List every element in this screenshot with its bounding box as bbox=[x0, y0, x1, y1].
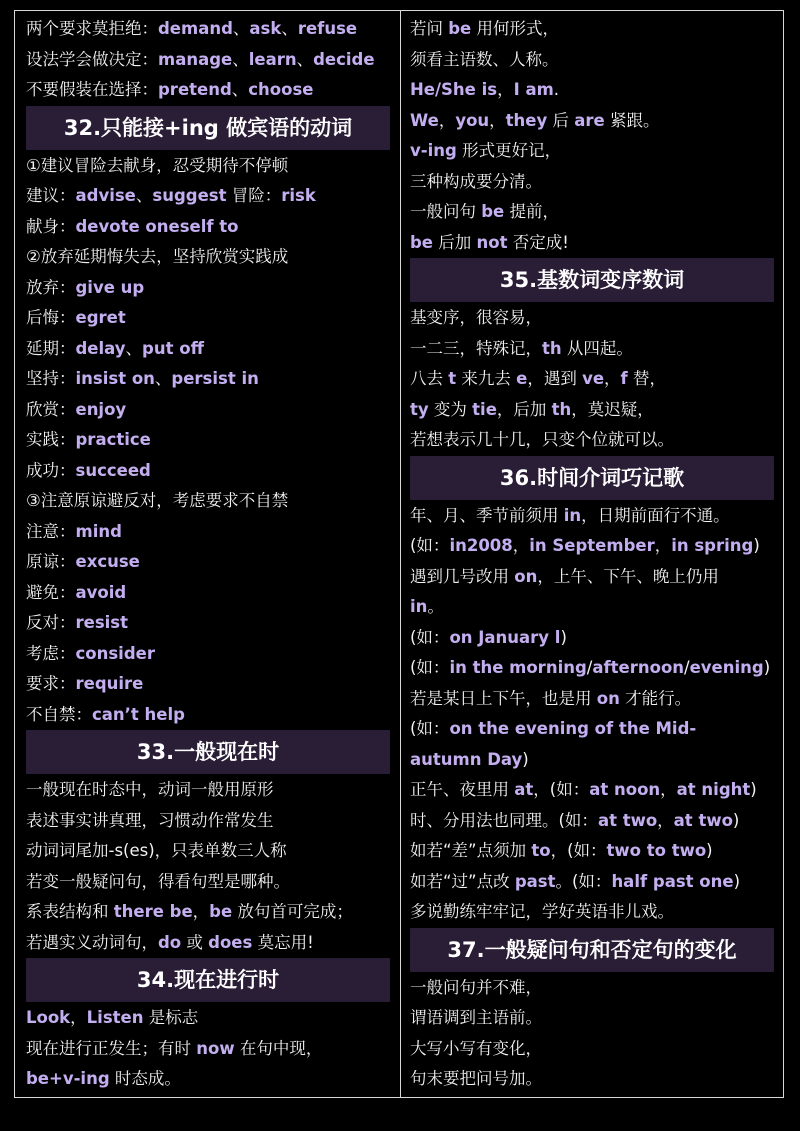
english-term: practice bbox=[75, 430, 151, 449]
chinese-text: 谓语调到主语前。 bbox=[410, 1008, 542, 1027]
chinese-text: ) bbox=[733, 871, 741, 891]
chinese-text: 若问 bbox=[410, 19, 449, 38]
chinese-text: 大写小写有变化， bbox=[410, 1038, 542, 1058]
text-line bbox=[26, 14, 390, 45]
chinese-text: 一般现在时态中，动词一般用原形 bbox=[26, 780, 274, 799]
text-line bbox=[26, 1064, 390, 1095]
chinese-text: ) bbox=[522, 749, 529, 769]
text-line bbox=[26, 75, 390, 106]
text-line bbox=[26, 486, 390, 517]
english-term: at night bbox=[676, 780, 751, 799]
chinese-text: ，遇到 bbox=[527, 369, 583, 388]
chinese-text: 动词词尾加-s(es)，只表单数三人称 bbox=[26, 841, 287, 860]
text-line bbox=[26, 181, 390, 212]
chinese-text: 若是某日上下午，也是用 bbox=[410, 688, 597, 708]
english-term: give up bbox=[75, 277, 145, 297]
chinese-text: 后 bbox=[547, 110, 575, 130]
section-heading: 34.现在进行时 bbox=[26, 958, 390, 1002]
text-line bbox=[410, 197, 774, 228]
chinese-text: 原谅： bbox=[26, 552, 76, 571]
chinese-text: 反对： bbox=[26, 613, 76, 632]
text-line bbox=[26, 806, 390, 837]
chinese-text: 献身： bbox=[26, 216, 76, 236]
right-column bbox=[410, 14, 774, 1095]
english-term: you bbox=[455, 110, 490, 130]
english-term: advise bbox=[75, 186, 136, 205]
chinese-text: ， bbox=[657, 810, 674, 830]
english-term: on January l bbox=[449, 627, 561, 647]
chinese-text: 提前， bbox=[504, 202, 560, 221]
text-line bbox=[26, 1003, 390, 1034]
english-term: tie bbox=[472, 399, 497, 419]
text-line bbox=[410, 592, 774, 623]
text-line bbox=[410, 75, 774, 106]
chinese-text: 放句首可完成； bbox=[232, 902, 353, 921]
chinese-text: 避免： bbox=[26, 582, 76, 602]
chinese-text: 延期： bbox=[26, 338, 76, 358]
chinese-text: 时态成。 bbox=[109, 1069, 181, 1088]
english-term: be bbox=[410, 232, 434, 252]
chinese-text: 实践： bbox=[26, 430, 76, 449]
chinese-text: 三种构成要分清。 bbox=[410, 171, 542, 191]
text-line bbox=[26, 212, 390, 243]
chinese-text: 正午、夜里用 bbox=[410, 780, 515, 799]
english-term: pretend bbox=[158, 80, 232, 99]
chinese-text: 才能行。 bbox=[619, 688, 692, 708]
english-term: delay bbox=[75, 338, 126, 358]
english-term: t bbox=[448, 369, 457, 388]
english-term: on the evening of the Mid- bbox=[449, 719, 697, 738]
english-term: v-ing bbox=[410, 141, 457, 160]
english-term: choose bbox=[248, 80, 314, 99]
english-term: on bbox=[514, 566, 538, 586]
chinese-text: 若想表示几十几，只变个位就可以。 bbox=[410, 430, 674, 449]
chinese-text: ，(如： bbox=[550, 841, 607, 860]
text-line bbox=[410, 562, 774, 593]
text-line bbox=[410, 836, 774, 867]
english-term: excuse bbox=[75, 552, 140, 571]
left-column bbox=[26, 14, 390, 1095]
english-term: in bbox=[410, 597, 428, 616]
english-term: be bbox=[448, 19, 472, 38]
chinese-text: 要求： bbox=[26, 674, 76, 693]
english-term: afternoon bbox=[592, 658, 685, 677]
section-heading: 32.只能接+ing 做宾语的动词 bbox=[26, 106, 390, 150]
chinese-text: ， bbox=[438, 110, 456, 130]
chinese-text: ①建议冒险去献身，忍受期待不停顿 bbox=[26, 155, 289, 175]
text-line bbox=[410, 1003, 774, 1034]
english-term: demand bbox=[158, 19, 233, 38]
chinese-text: 两个要求莫拒绝： bbox=[26, 19, 158, 38]
text-line bbox=[26, 700, 390, 731]
english-term: th bbox=[542, 338, 562, 358]
chinese-text: 基变序，很容易， bbox=[410, 308, 542, 327]
text-line bbox=[410, 745, 774, 776]
chinese-text: ， bbox=[489, 110, 506, 130]
text-line bbox=[26, 517, 390, 548]
english-term: He/She is bbox=[410, 80, 498, 99]
chinese-text: 时、分用法也同理。(如： bbox=[410, 810, 598, 830]
english-term: does bbox=[208, 932, 253, 952]
chinese-text: . bbox=[553, 80, 560, 99]
text-line bbox=[26, 608, 390, 639]
chinese-text: 一般问句 bbox=[410, 202, 482, 221]
english-term: I am bbox=[513, 80, 554, 99]
english-term: e bbox=[516, 369, 528, 388]
english-term: there be bbox=[113, 902, 193, 921]
chinese-text: ，日期前面行不通。 bbox=[581, 505, 730, 525]
english-term: be bbox=[481, 202, 505, 221]
chinese-text: 、 bbox=[154, 369, 172, 388]
text-line bbox=[410, 973, 774, 1004]
text-line bbox=[410, 1034, 774, 1065]
chinese-text: 若变一般疑问句，得看句型是哪种。 bbox=[26, 871, 290, 891]
english-term: consider bbox=[75, 643, 155, 663]
chinese-text: 、 bbox=[296, 49, 314, 69]
chinese-text: (如： bbox=[410, 719, 450, 738]
text-line bbox=[26, 578, 390, 609]
chinese-text: 后加 bbox=[433, 232, 477, 252]
chinese-text: ， bbox=[604, 369, 621, 388]
chinese-text: ) bbox=[753, 536, 760, 555]
text-line bbox=[26, 456, 390, 487]
text-line bbox=[410, 334, 774, 365]
chinese-text: 建议： bbox=[26, 186, 76, 205]
text-line bbox=[410, 531, 774, 562]
chinese-text: ②放弃延期悔失去，坚持欣赏实践成 bbox=[26, 247, 289, 266]
chinese-text: 不自禁： bbox=[26, 704, 92, 724]
english-term: be bbox=[209, 902, 233, 921]
chinese-text: ， bbox=[497, 80, 514, 99]
chinese-text: ) bbox=[750, 780, 757, 799]
english-term: at two bbox=[673, 810, 733, 830]
chinese-text: (如： bbox=[410, 627, 450, 647]
text-line bbox=[26, 669, 390, 700]
english-term: manage bbox=[158, 49, 233, 69]
chinese-text: 、 bbox=[231, 80, 249, 99]
chinese-text: 或 bbox=[181, 932, 209, 952]
text-line bbox=[26, 303, 390, 334]
english-term: at noon bbox=[589, 780, 661, 799]
english-term: half past one bbox=[611, 871, 734, 891]
chinese-text: 一二三，特殊记， bbox=[410, 338, 542, 358]
chinese-text: 系表结构和 bbox=[26, 902, 114, 921]
chinese-text: 须看主语数、人称。 bbox=[410, 49, 559, 69]
english-term: in spring bbox=[671, 536, 754, 555]
chinese-text: 后悔： bbox=[26, 308, 76, 327]
chinese-text: 。(如： bbox=[555, 871, 612, 891]
chinese-text: 现在进行正发生；有时 bbox=[26, 1038, 197, 1058]
text-line bbox=[410, 684, 774, 715]
chinese-text: ，莫迟疑， bbox=[571, 399, 654, 419]
chinese-text: ) bbox=[732, 810, 740, 830]
english-term: ty bbox=[410, 399, 429, 419]
english-term: not bbox=[476, 232, 508, 252]
chinese-text: ，后加 bbox=[496, 399, 552, 419]
chinese-text: 成功： bbox=[26, 460, 76, 480]
english-term: Listen bbox=[86, 1008, 144, 1027]
chinese-text: 紧跟。 bbox=[604, 110, 660, 130]
text-line bbox=[410, 228, 774, 259]
chinese-text: 莫忘用! bbox=[252, 932, 314, 952]
english-term: ask bbox=[249, 19, 282, 38]
text-line bbox=[410, 775, 774, 806]
text-line bbox=[410, 106, 774, 137]
chinese-text: 如若“过”点改 bbox=[410, 871, 515, 891]
chinese-text: 、 bbox=[232, 19, 250, 38]
english-term: egret bbox=[75, 308, 126, 327]
section-heading: 33.一般现在时 bbox=[26, 730, 390, 774]
text-line bbox=[410, 1064, 774, 1095]
english-term: suggest bbox=[152, 186, 227, 205]
chinese-text: 放弃： bbox=[26, 277, 76, 297]
chinese-text: ， bbox=[654, 536, 672, 555]
english-term: Look bbox=[26, 1008, 71, 1027]
english-term: past bbox=[514, 871, 556, 891]
text-line bbox=[26, 639, 390, 670]
english-term: two to two bbox=[606, 841, 707, 860]
chinese-text: 来九去 bbox=[456, 369, 517, 388]
chinese-text: 八去 bbox=[410, 369, 449, 388]
section-heading: 37.一般疑问句和否定句的变化 bbox=[410, 928, 774, 972]
chinese-text: 表述事实讲真理，习惯动作常发生 bbox=[26, 810, 274, 830]
section-heading: 35.基数词变序数词 bbox=[410, 258, 774, 302]
chinese-text: 年、月、季节前须用 bbox=[410, 505, 564, 525]
chinese-text: 坚持： bbox=[26, 369, 76, 388]
text-line bbox=[26, 151, 390, 182]
english-term: ve bbox=[582, 369, 605, 388]
english-term: on bbox=[596, 688, 620, 708]
chinese-text: ， bbox=[70, 1008, 87, 1027]
text-line bbox=[410, 14, 774, 45]
text-line bbox=[410, 653, 774, 684]
english-term: risk bbox=[281, 186, 316, 205]
english-term: require bbox=[75, 674, 144, 693]
text-line bbox=[26, 928, 390, 959]
chinese-text: ) bbox=[560, 627, 567, 647]
text-line bbox=[26, 775, 390, 806]
english-term: now bbox=[196, 1038, 235, 1058]
text-line bbox=[410, 501, 774, 532]
text-line bbox=[410, 45, 774, 76]
chinese-text: 替， bbox=[627, 369, 666, 388]
text-line bbox=[410, 303, 774, 334]
english-term: in2008 bbox=[449, 536, 513, 555]
english-term: resist bbox=[75, 613, 129, 632]
english-term: autumn Day bbox=[410, 749, 523, 769]
chinese-text: (如： bbox=[410, 658, 450, 677]
text-line bbox=[26, 867, 390, 898]
text-line bbox=[410, 867, 774, 898]
text-line bbox=[26, 364, 390, 395]
chinese-text: 冒险： bbox=[226, 186, 282, 205]
chinese-text: 用何形式， bbox=[471, 19, 560, 38]
text-line bbox=[26, 897, 390, 928]
english-term: in the morning bbox=[449, 658, 587, 677]
text-line bbox=[26, 45, 390, 76]
english-term: learn bbox=[248, 49, 297, 69]
chinese-text: 如若“差”点须加 bbox=[410, 841, 532, 860]
chinese-text: 变为 bbox=[428, 399, 473, 419]
english-term: avoid bbox=[75, 582, 127, 602]
chinese-text: / bbox=[586, 658, 593, 677]
english-term: at two bbox=[597, 810, 658, 830]
text-line bbox=[26, 273, 390, 304]
text-line bbox=[410, 714, 774, 745]
column-divider bbox=[400, 10, 401, 1098]
english-term: refuse bbox=[297, 19, 358, 38]
chinese-text: 。 bbox=[427, 597, 444, 616]
text-line bbox=[410, 167, 774, 198]
text-line bbox=[26, 334, 390, 365]
text-line bbox=[410, 806, 774, 837]
chinese-text: 是标志 bbox=[143, 1008, 199, 1027]
english-term: can’t help bbox=[92, 704, 185, 724]
english-term: mind bbox=[75, 521, 122, 541]
english-term: devote oneself to bbox=[75, 216, 239, 236]
chinese-text: ，上午、下午、晚上仍用 bbox=[537, 566, 719, 586]
chinese-text: 若遇实义动词句， bbox=[26, 932, 158, 952]
chinese-text: ， bbox=[192, 902, 210, 921]
chinese-text: 、 bbox=[281, 19, 298, 38]
chinese-text: 、 bbox=[232, 49, 249, 69]
text-line bbox=[26, 836, 390, 867]
english-term: th bbox=[551, 399, 572, 419]
chinese-text: ) bbox=[706, 841, 713, 860]
english-term: persist in bbox=[171, 369, 259, 388]
english-term: at bbox=[514, 780, 534, 799]
english-term: to bbox=[531, 841, 551, 860]
chinese-text: 考虑： bbox=[26, 643, 76, 663]
chinese-text: 否定成! bbox=[507, 232, 569, 252]
text-line bbox=[410, 897, 774, 928]
text-line bbox=[410, 425, 774, 456]
text-line bbox=[410, 136, 774, 167]
chinese-text: 、 bbox=[135, 186, 153, 205]
chinese-text: ， bbox=[512, 536, 530, 555]
text-line bbox=[26, 547, 390, 578]
english-term: decide bbox=[313, 49, 375, 69]
english-term: succeed bbox=[75, 460, 151, 480]
english-term: in bbox=[563, 505, 582, 525]
english-term: enjoy bbox=[75, 399, 127, 419]
text-line bbox=[410, 623, 774, 654]
chinese-text: 多说勤练牢牢记，学好英语非儿戏。 bbox=[410, 902, 674, 921]
english-term: insist on bbox=[75, 369, 155, 388]
chinese-text: 欣赏： bbox=[26, 399, 76, 419]
chinese-text: ③注意原谅避反对，考虑要求不自禁 bbox=[26, 491, 289, 510]
english-term: put off bbox=[142, 338, 204, 358]
text-line bbox=[410, 395, 774, 426]
english-term: evening bbox=[689, 658, 764, 677]
text-line bbox=[26, 242, 390, 273]
chinese-text: 一般问句并不难， bbox=[410, 977, 542, 997]
text-line bbox=[410, 364, 774, 395]
english-term: be+v-ing bbox=[26, 1069, 110, 1088]
section-heading: 36.时间介词巧记歌 bbox=[410, 456, 774, 500]
chinese-text: (如： bbox=[410, 536, 450, 555]
text-line bbox=[26, 1034, 390, 1065]
chinese-text: 设法学会做决定： bbox=[26, 49, 158, 69]
chinese-text: 形式更好记， bbox=[456, 141, 562, 160]
chinese-text: 、 bbox=[125, 338, 143, 358]
english-term: in September bbox=[529, 536, 655, 555]
english-term: f bbox=[620, 369, 628, 388]
chinese-text: 遇到几号改用 bbox=[410, 566, 515, 586]
chinese-text: 从四起。 bbox=[561, 338, 633, 358]
chinese-text: / bbox=[684, 658, 690, 677]
english-term: they bbox=[505, 110, 548, 130]
chinese-text: 不要假装在选择： bbox=[26, 80, 158, 99]
chinese-text: 在句中现， bbox=[234, 1038, 323, 1058]
chinese-text: ) bbox=[763, 658, 771, 677]
chinese-text: ，(如： bbox=[533, 780, 590, 799]
chinese-text: 注意： bbox=[26, 521, 76, 541]
english-term: are bbox=[574, 110, 605, 130]
text-line bbox=[26, 395, 390, 426]
chinese-text: 句末要把问号加。 bbox=[410, 1069, 542, 1088]
english-term: do bbox=[158, 932, 182, 952]
text-line bbox=[26, 425, 390, 456]
english-term: We bbox=[410, 110, 439, 130]
chinese-text: ， bbox=[660, 780, 677, 799]
